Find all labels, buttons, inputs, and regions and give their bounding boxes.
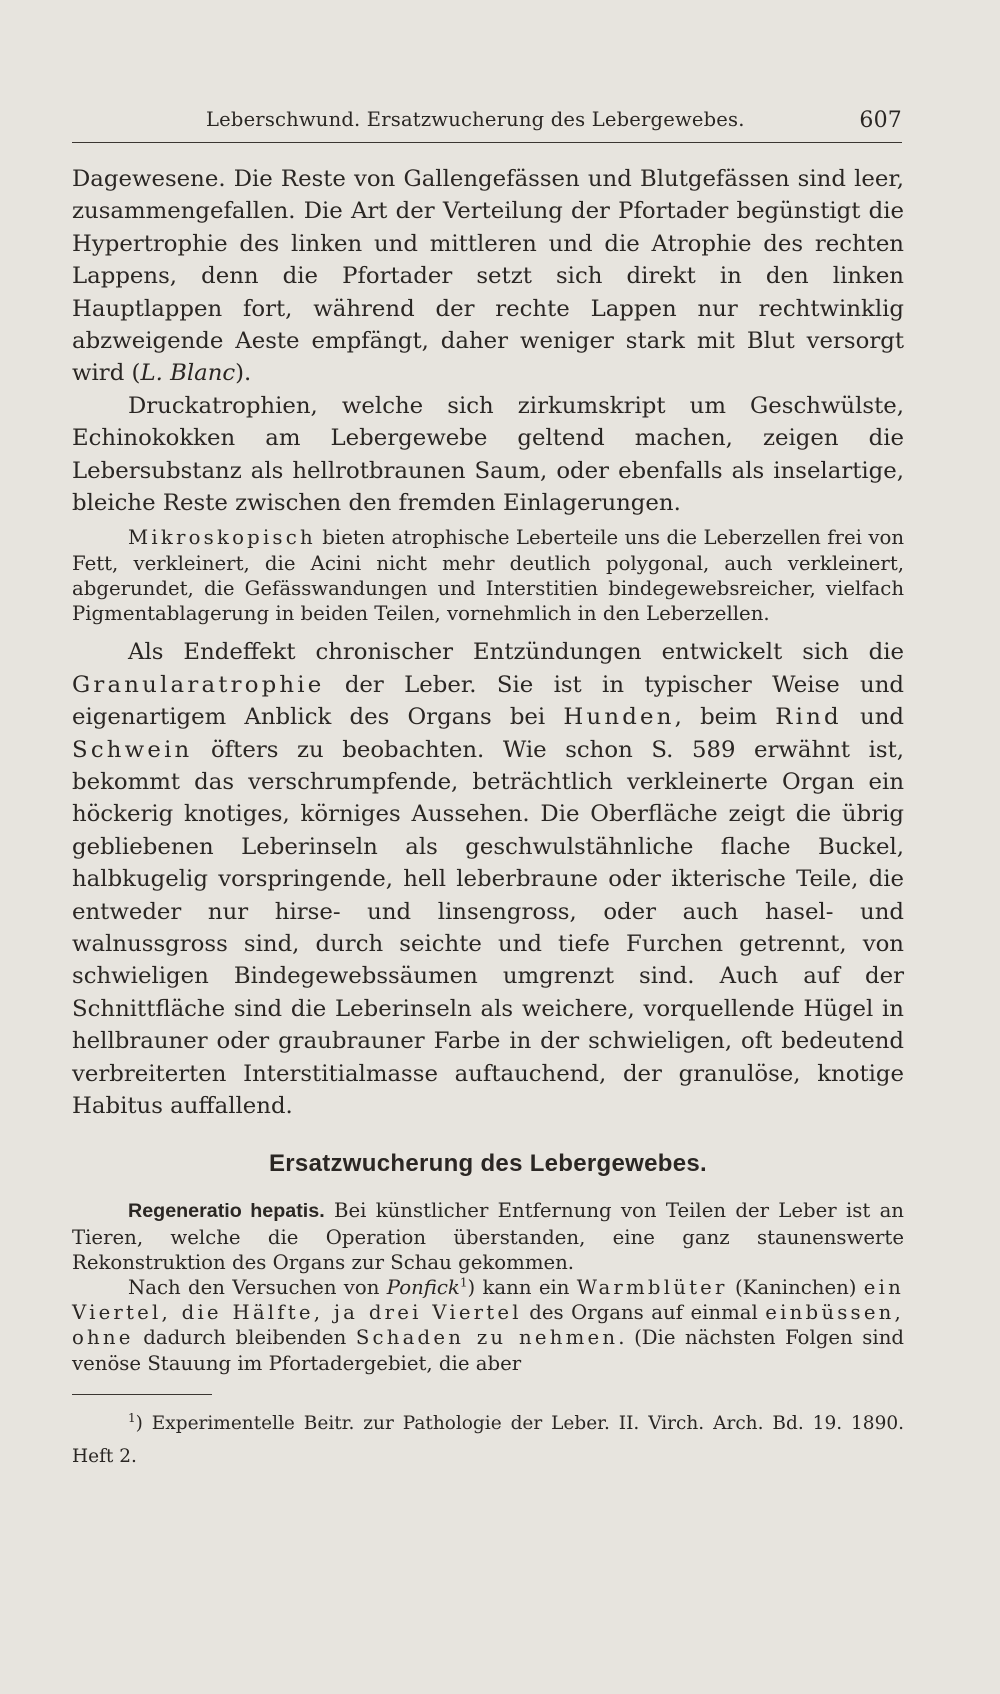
paragraph-1: Dagewesene. Die Reste von Gallengefässen und Blutgefässen sind leer, zusammengefallen. Die Art der Verteilung der Pfortader begünstigt die Hypertrophie des linken und mittleren und die Atrophie des rechten Lappens, denn die Pfortader setzt sich direkt in den linken Hauptlappen fort, während der rechte Lappen nur rechtwinklig abzweigende Aeste empfängt, daher weniger stark mit Blut versorgt wird (L. Blanc). (72, 166, 904, 387)
footnote: $^1$) Experimentelle Beitr. zur Pathologie der Leber. II. Virch. Arch. Bd. 19. 1890. Heft 2. (72, 1410, 904, 1467)
paragraph-4: Als Endeffekt chronischer Entzündungen entwickelt sich die Granularatrophie der Leber. Sie ist in typischer Weise und eigenartigem Anblick des Organs bei Hunden, beim Rind und Schwein öfters zu beobachten. Wie schon S. 589 erwähnt ist, bekommt das verschrumpfende, beträchtlich verkleinerte Organ ein höckerig knotiges, körniges Aussehen. Die Oberfläche zeigt die übrig gebliebenen Leberinseln als geschwulstähnliche flache Buckel, halbkugelig vorspringende, hell leberbraune oder ikterische Teile, die entweder nur hirse- und linsengross, oder auch hasel- und walnussgross sind, durch seichte und tiefe Furchen getrennt, von schwieligen Bindegewebssäumen umgrenzt sind. Auch auf der Schnittfläche sind die Leberinseln als weichere, vorquellende Hügel in hellbrauner oder graubrauner Farbe in der schwieligen, oft bedeutend verbreiterten Interstitialmasse auftauchend, der granulöse, knotige Habitus auffallend. (72, 639, 904, 1119)
paragraph-6: Nach den Versuchen von Ponfick$^1$) kann ein Warmblüter (Kaninchen) ein Viertel, die Hälfte, ja drei Viertel des Organs auf einmal einbüssen, ohne dadurch bleibenden Schaden zu nehmen. (Die nächsten Folgen sind venöse Stauung im Pfortadergebiet, die aber (72, 1275, 905, 1375)
author-citation: L. Blanc (140, 360, 236, 387)
paragraph-3-microscopic: Mikroskopisch bieten atrophische Leberteile uns die Leberzellen frei von Fett, verkleinert, die Acini nicht mehr deutlich polygonal, auch verkleinert, abgerundet, die Gefässwandungen und Interstitien bindegewebsreicher, vielfach Pigmentablagerung in beiden Teilen, vornehmlich in den Leberzellen. (72, 526, 904, 626)
page-header (72, 108, 902, 138)
header-rule (72, 142, 902, 143)
paragraph-2: Druckatrophien, welche sich zirkumskript um Geschwülste, Echinokokken am Lebergewebe geltend machen, zeigen die Lebersubstanz als hellrotbraunen Saum, oder ebenfalls als inselartige, bleiche Reste zwischen den fremden Einlagerungen. (72, 392, 904, 517)
page-body (72, 163, 904, 1473)
section-heading: Ersatzwucherung des Lebergewebes. (268, 1150, 708, 1178)
footnote-rule (72, 1394, 212, 1395)
page-number: 607 (859, 108, 902, 133)
running-title: Leberschwund. Ersatzwucherung des Lebergewebes. (206, 108, 745, 131)
paragraph-5: Regeneratio hepatis. Bei künstlicher Entfernung von Teilen der Leber ist an Tieren, welche die Operation überstanden, eine ganz staunenswerte Rekonstruktion des Organs zur Schau gekommen. (72, 1199, 904, 1274)
